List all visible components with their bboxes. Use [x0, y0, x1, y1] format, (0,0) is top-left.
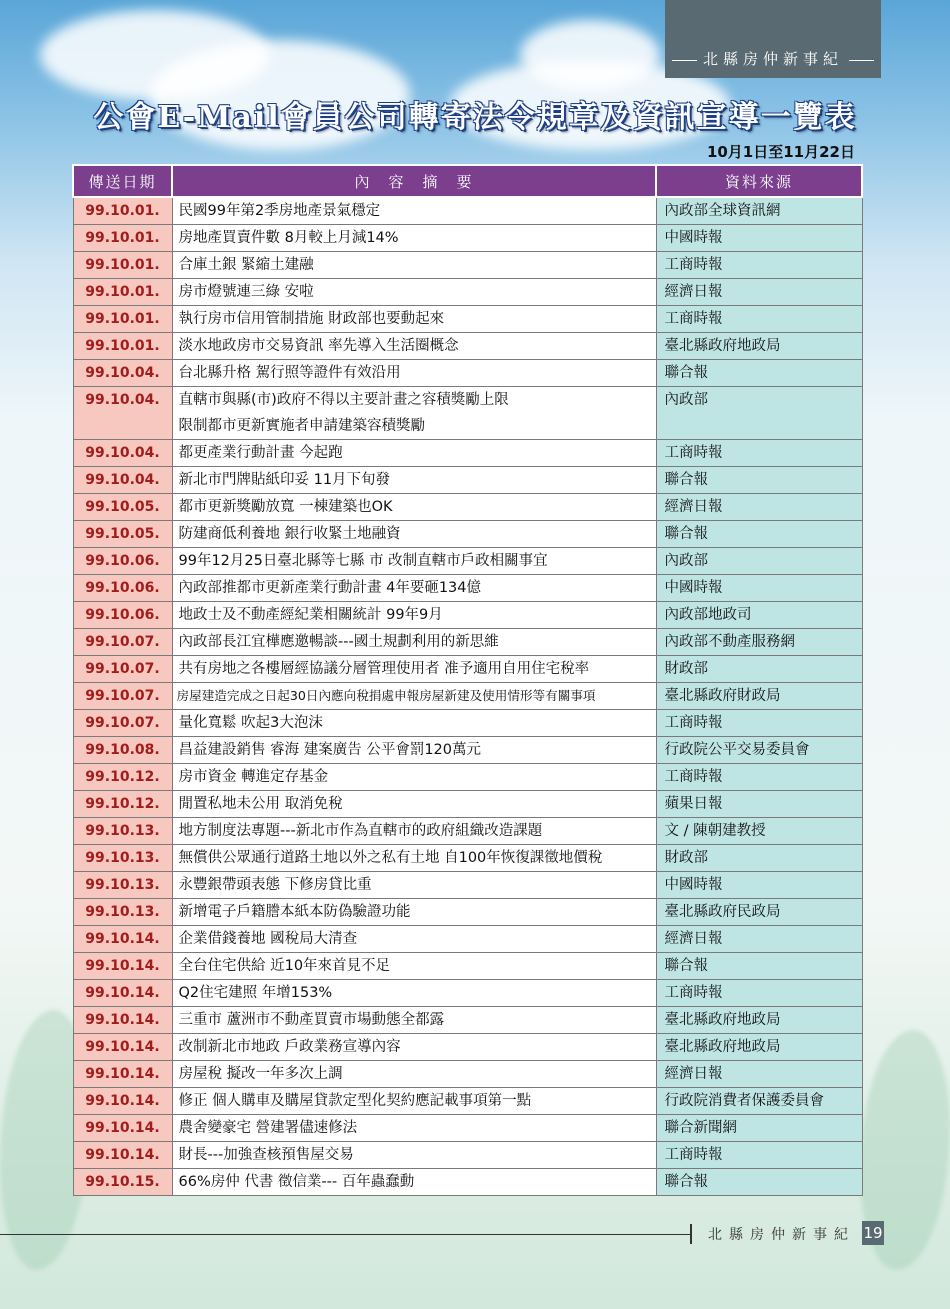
row-summary: 企業借錢養地 國稅局大清查	[172, 926, 656, 953]
table-row	[73, 1061, 862, 1088]
bulletin-table	[72, 164, 863, 1196]
row-summary: Q2住宅建照 年增153%	[172, 980, 656, 1007]
row-date: 99.10.14.	[73, 1115, 172, 1142]
date-range: 10月1日至11月22日	[706, 143, 855, 161]
table-row	[73, 252, 862, 279]
table-row	[73, 575, 862, 602]
row-source: 內政部不動產服務網	[656, 629, 862, 656]
row-summary: 房市燈號連三綠 安啦	[172, 279, 656, 306]
row-source: 中國時報	[656, 872, 862, 899]
table-row	[73, 521, 862, 548]
table-row	[73, 818, 862, 845]
row-summary: 共有房地之各樓層經協議分層管理使用者 准予適用自用住宅稅率	[172, 656, 656, 683]
row-date: 99.10.01.	[73, 333, 172, 360]
row-date: 99.10.07.	[73, 629, 172, 656]
footer-bar	[690, 1224, 692, 1244]
row-source: 行政院公平交易委員會	[656, 737, 862, 764]
page-title: 公會E-Mail會員公司轉寄法令規章及資訊宣導一覽表	[93, 100, 857, 135]
row-summary: 房屋建造完成之日起30日內應向稅捐處申報房屋新建及使用情形等有關事項	[172, 683, 656, 710]
row-source: 聯合報	[656, 360, 862, 387]
row-summary: 農舍變豪宅 營建署儘速修法	[172, 1115, 656, 1142]
row-summary: 全台住宅供給 近10年來首見不足	[172, 953, 656, 980]
row-source: 內政部	[656, 387, 862, 440]
row-summary: 合庫土銀 緊縮土建融	[172, 252, 656, 279]
row-date: 99.10.06.	[73, 602, 172, 629]
row-summary: 66%房仲 代書 徵信業--- 百年蟲蠢動	[172, 1169, 656, 1196]
row-date: 99.10.01.	[73, 306, 172, 333]
table-row	[73, 656, 862, 683]
table-row	[73, 306, 862, 333]
row-source: 財政部	[656, 845, 862, 872]
row-summary: 內政部長江宜樺應邀暢談---國土規劃利用的新思維	[172, 629, 656, 656]
table-row	[73, 197, 862, 225]
row-date: 99.10.04.	[73, 387, 172, 440]
table-row	[73, 1088, 862, 1115]
row-summary: 民國99年第2季房地產景氣穩定	[172, 197, 656, 225]
row-summary: 量化寬鬆 吹起3大泡沫	[172, 710, 656, 737]
page-number: 19	[862, 1221, 884, 1245]
table-row	[73, 602, 862, 629]
table-header-row	[73, 165, 862, 197]
row-summary-line: 直轄市與縣(市)政府不得以主要計畫之容積獎勵上限	[178, 392, 509, 408]
page-footer	[690, 1224, 890, 1246]
row-source: 中國時報	[656, 575, 862, 602]
row-source: 內政部	[656, 548, 862, 575]
row-date: 99.10.14.	[73, 1007, 172, 1034]
row-date: 99.10.07.	[73, 710, 172, 737]
table-row	[73, 1142, 862, 1169]
row-summary: 財長---加強查核預售屋交易	[172, 1142, 656, 1169]
table-row	[73, 926, 862, 953]
row-date: 99.10.01.	[73, 279, 172, 306]
row-summary: 昌益建設銷售 睿海 建案廣告 公平會罰120萬元	[172, 737, 656, 764]
row-date: 99.10.14.	[73, 980, 172, 1007]
row-date: 99.10.15.	[73, 1169, 172, 1196]
row-date: 99.10.06.	[73, 548, 172, 575]
row-date: 99.10.07.	[73, 683, 172, 710]
row-summary	[172, 387, 656, 440]
table-row	[73, 360, 862, 387]
row-summary: 淡水地政房市交易資訊 率先導入生活圈概念	[172, 333, 656, 360]
row-source: 經濟日報	[656, 494, 862, 521]
row-summary: 房市資金 轉進定存基金	[172, 764, 656, 791]
row-date: 99.10.08.	[73, 737, 172, 764]
row-source: 聯合報	[656, 521, 862, 548]
row-source: 內政部全球資訊網	[656, 197, 862, 225]
row-source: 臺北縣政府地政局	[656, 1007, 862, 1034]
row-date: 99.10.01.	[73, 225, 172, 252]
row-source: 行政院消費者保護委員會	[656, 1088, 862, 1115]
row-date: 99.10.05.	[73, 494, 172, 521]
row-summary-line: 限制都市更新實施者申請建築容積獎勵	[178, 418, 425, 434]
column-header-date: 傳送日期	[73, 165, 172, 197]
row-summary: 執行房市信用管制措施 財政部也要動起來	[172, 306, 656, 333]
row-source: 工商時報	[656, 1142, 862, 1169]
table-row	[73, 953, 862, 980]
row-summary: 內政部推都市更新產業行動計畫 4年要砸134億	[172, 575, 656, 602]
row-summary: 無償供公眾通行道路土地以外之私有土地 自100年恢復課徵地價稅	[172, 845, 656, 872]
table-row	[73, 764, 862, 791]
row-date: 99.10.07.	[73, 656, 172, 683]
row-date: 99.10.04.	[73, 440, 172, 467]
table-row	[73, 737, 862, 764]
row-source: 工商時報	[656, 306, 862, 333]
row-summary: 三重市 蘆洲市不動產買賣市場動態全都露	[172, 1007, 656, 1034]
row-summary: 新北市門牌貼紙印妥 11月下旬發	[172, 467, 656, 494]
magazine-header-tab	[665, 0, 881, 78]
table-row	[73, 872, 862, 899]
table-row	[73, 899, 862, 926]
row-summary: 防建商低利養地 銀行收緊土地融資	[172, 521, 656, 548]
footer-rule	[0, 1234, 690, 1235]
row-source: 臺北縣政府民政局	[656, 899, 862, 926]
row-source: 中國時報	[656, 225, 862, 252]
row-source: 工商時報	[656, 252, 862, 279]
row-summary: 都市更新獎勵放寬 一棟建築也OK	[172, 494, 656, 521]
row-source: 經濟日報	[656, 1061, 862, 1088]
row-date: 99.10.14.	[73, 1061, 172, 1088]
table-row	[73, 683, 862, 710]
table-row	[73, 494, 862, 521]
row-source: 文 / 陳朝建教授	[656, 818, 862, 845]
row-summary: 99年12月25日臺北縣等七縣 市 改制直轄市戶政相關事宜	[172, 548, 656, 575]
table-row	[73, 279, 862, 306]
row-date: 99.10.13.	[73, 872, 172, 899]
row-summary: 台北縣升格 駕行照等證件有效沿用	[172, 360, 656, 387]
row-source: 臺北縣政府財政局	[656, 683, 862, 710]
row-source: 經濟日報	[656, 279, 862, 306]
row-date: 99.10.04.	[73, 467, 172, 494]
row-date: 99.10.14.	[73, 1088, 172, 1115]
row-summary: 地方制度法專題---新北市作為直轄市的政府組織改造課題	[172, 818, 656, 845]
table-row	[73, 1034, 862, 1061]
row-date: 99.10.01.	[73, 197, 172, 225]
column-header-summary: 內 容 摘 要	[172, 165, 656, 197]
table-row	[73, 225, 862, 252]
row-summary: 新增電子戶籍謄本紙本防偽驗證功能	[172, 899, 656, 926]
table-row	[73, 440, 862, 467]
row-date: 99.10.14.	[73, 953, 172, 980]
row-source: 聯合報	[656, 467, 862, 494]
table-row	[73, 1169, 862, 1196]
row-summary: 都更產業行動計畫 今起跑	[172, 440, 656, 467]
row-source: 工商時報	[656, 710, 862, 737]
table-row	[73, 1007, 862, 1034]
table-row	[73, 845, 862, 872]
row-date: 99.10.13.	[73, 818, 172, 845]
row-summary: 房地產買賣件數 8月較上月減14%	[172, 225, 656, 252]
table-row	[73, 980, 862, 1007]
row-date: 99.10.14.	[73, 926, 172, 953]
row-source: 蘋果日報	[656, 791, 862, 818]
row-date: 99.10.06.	[73, 575, 172, 602]
row-source: 聯合報	[656, 1169, 862, 1196]
row-date: 99.10.01.	[73, 252, 172, 279]
row-source: 聯合報	[656, 953, 862, 980]
row-date: 99.10.13.	[73, 845, 172, 872]
row-source: 財政部	[656, 656, 862, 683]
row-date: 99.10.14.	[73, 1034, 172, 1061]
row-date: 99.10.04.	[73, 360, 172, 387]
row-summary: 地政士及不動產經紀業相關統計 99年9月	[172, 602, 656, 629]
row-date: 99.10.05.	[73, 521, 172, 548]
row-summary: 修正 個人購車及購屋貸款定型化契約應記載事項第一點	[172, 1088, 656, 1115]
cloud-decoration	[520, 20, 660, 90]
table-row	[73, 548, 862, 575]
row-date: 99.10.12.	[73, 791, 172, 818]
table-row	[73, 710, 862, 737]
row-date: 99.10.12.	[73, 764, 172, 791]
row-source: 工商時報	[656, 764, 862, 791]
row-source: 工商時報	[656, 440, 862, 467]
row-source: 臺北縣政府地政局	[656, 333, 862, 360]
table-row	[73, 387, 862, 440]
table-row	[73, 467, 862, 494]
row-summary: 閒置私地未公用 取消免稅	[172, 791, 656, 818]
magazine-name: 北縣房仲新事紀	[697, 50, 849, 68]
row-source: 聯合新聞網	[656, 1115, 862, 1142]
table-row	[73, 1115, 862, 1142]
table-row	[73, 629, 862, 656]
row-source: 經濟日報	[656, 926, 862, 953]
row-date: 99.10.14.	[73, 1142, 172, 1169]
table-row	[73, 333, 862, 360]
footer-magazine-name: 北縣房仲新事紀	[708, 1227, 855, 1243]
row-date: 99.10.13.	[73, 899, 172, 926]
table-row	[73, 791, 862, 818]
column-header-source: 資料來源	[656, 165, 862, 197]
row-summary: 房屋稅 擬改一年多次上調	[172, 1061, 656, 1088]
row-source: 工商時報	[656, 980, 862, 1007]
row-source: 內政部地政司	[656, 602, 862, 629]
row-summary: 永豐銀帶頭表態 下修房貸比重	[172, 872, 656, 899]
row-source: 臺北縣政府地政局	[656, 1034, 862, 1061]
row-summary: 改制新北市地政 戶政業務宣導內容	[172, 1034, 656, 1061]
